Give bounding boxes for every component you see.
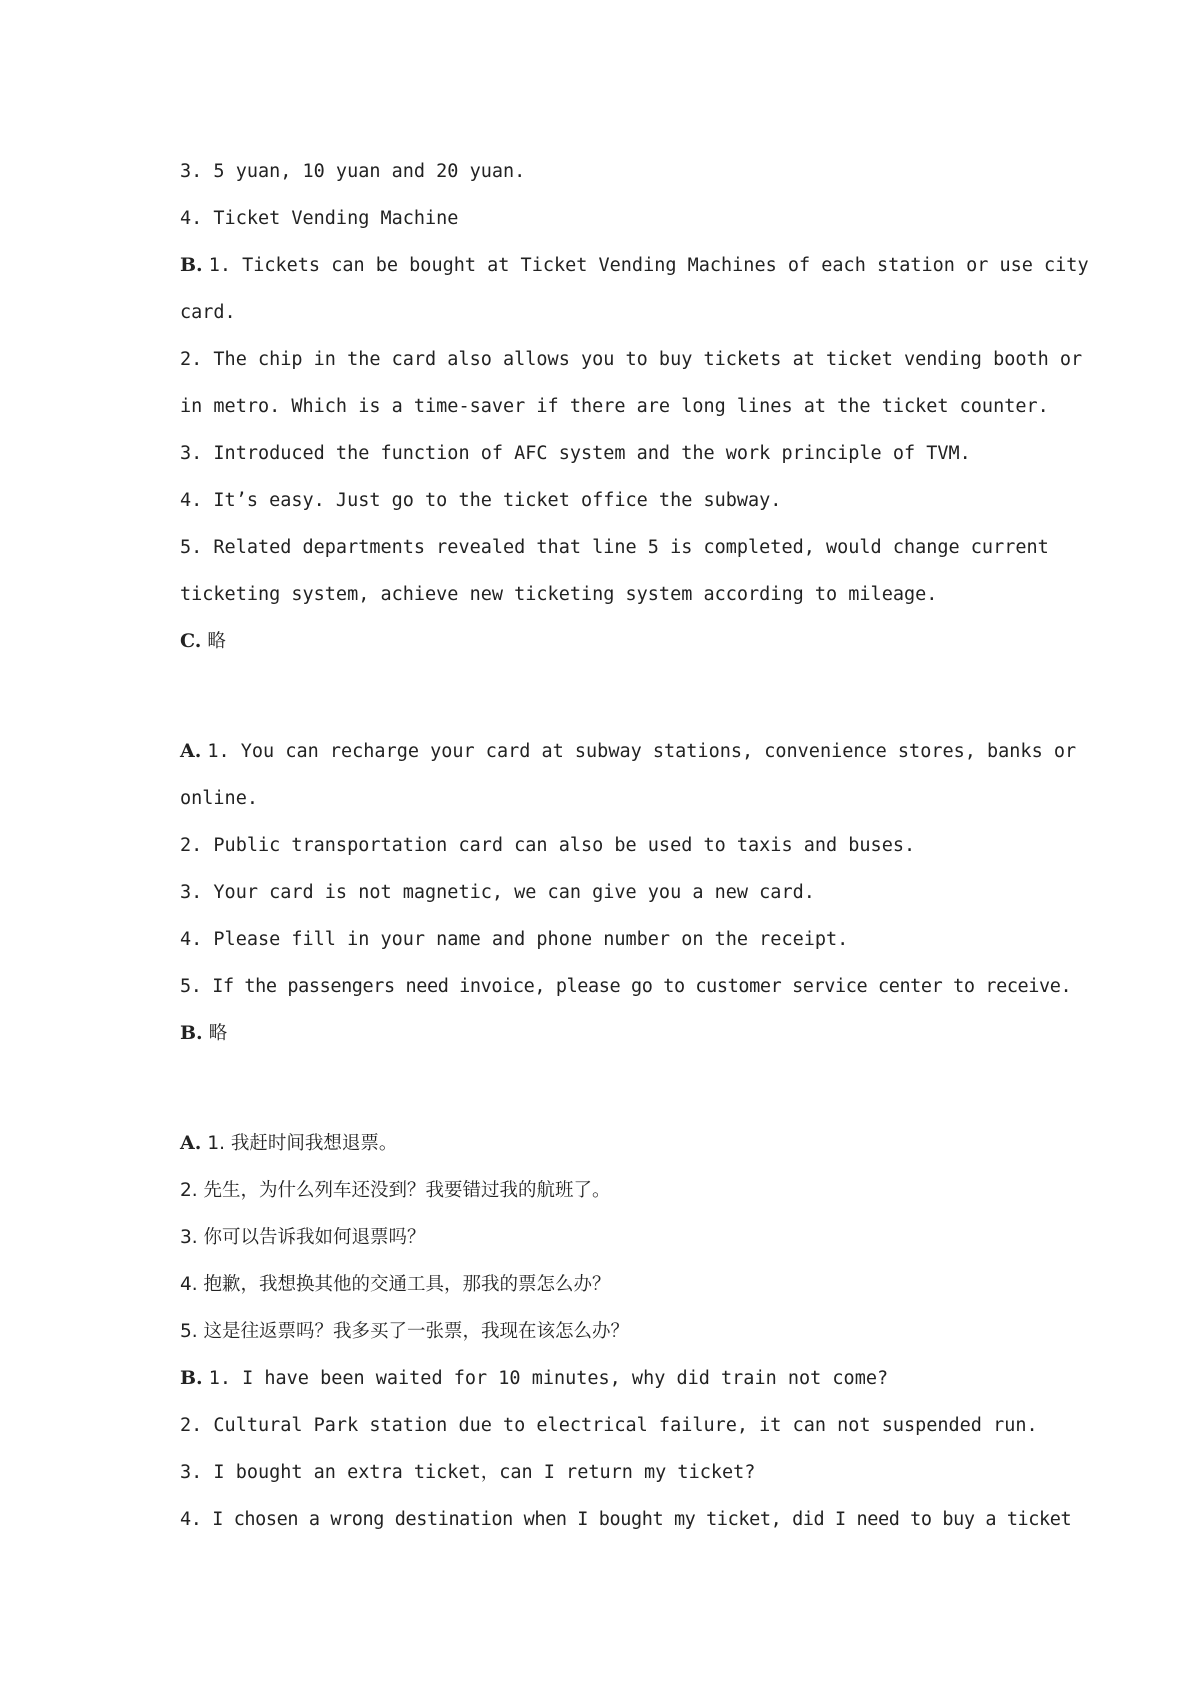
text-line: ticketing system, achieve new ticketing system according to mileage. — [180, 584, 938, 605]
section-marker: B. — [180, 1367, 203, 1389]
section-1 — [180, 148, 1089, 665]
section-marker: A. — [180, 1132, 202, 1154]
section-marker: B. — [180, 254, 203, 276]
text-line: A. 1. You can recharge your card at subway stations, convenience stores, banks or — [180, 740, 1077, 762]
text-line: online. — [180, 788, 258, 809]
section-2 — [180, 728, 1077, 1057]
section-marker: A. — [180, 740, 202, 762]
text-line: 4. 抱歉，我想换其他的交通工具，那我的票怎么办？ — [180, 1274, 611, 1295]
section-marker: B. — [180, 1022, 203, 1044]
text-line: B. 略 — [180, 1022, 228, 1044]
text-line: in metro. Which is a time-saver if there are long lines at the ticket counter. — [180, 396, 1049, 417]
section-gap — [180, 665, 1020, 728]
text-line: B. 1. Tickets can be bought at Ticket Vending Machines of each station or use city — [180, 254, 1089, 276]
text-line: 2. The chip in the card also allows you to buy tickets at ticket vending booth or — [180, 349, 1083, 370]
text-line: card. — [180, 302, 236, 323]
text-line: C. 略 — [180, 630, 226, 652]
text-line: 5. Related departments revealed that line 5 is completed, would change current — [180, 537, 1049, 558]
text-line: 5. 这是往返票吗？我多买了一张票，我现在该怎么办？ — [180, 1321, 630, 1342]
text-line: 5. If the passengers need invoice, please go to customer service center to receive. — [180, 976, 1072, 997]
section-marker: C. — [180, 630, 202, 652]
text-line: 2. Cultural Park station due to electrical failure, it can not suspended run. — [180, 1415, 1038, 1436]
document-content — [180, 148, 1089, 1543]
text-line: 3. Introduced the function of AFC system and the work principle of TVM. — [180, 443, 971, 464]
text-line: 2. Public transportation card can also be used to taxis and buses. — [180, 835, 916, 856]
text-line: 4. Ticket Vending Machine — [180, 208, 459, 229]
text-line: 3. Your card is not magnetic, we can give you a new card. — [180, 882, 815, 903]
section-gap — [180, 1057, 1020, 1120]
text-line: 2. 先生，为什么列车还没到？我要错过我的航班了。 — [180, 1180, 611, 1201]
text-line: 4. I chosen a wrong destination when I bought my ticket, did I need to buy a ticket — [180, 1509, 1072, 1530]
text-line: 4. It’s easy. Just go to the ticket office the subway. — [180, 490, 782, 511]
text-line: A. 1. 我赶时间我想退票。 — [180, 1132, 398, 1154]
text-line: B. 1. I have been waited for 10 minutes, why did train not come? — [180, 1367, 889, 1389]
text-line: 3. 你可以告诉我如何退票吗？ — [180, 1227, 426, 1248]
text-line: 3. I bought an extra ticket，can I return my ticket? — [180, 1462, 756, 1483]
text-line: 3. 5 yuan, 10 yuan and 20 yuan. — [180, 161, 526, 182]
text-line: 4. Please fill in your name and phone number on the receipt. — [180, 929, 849, 950]
section-3 — [180, 1120, 1072, 1543]
